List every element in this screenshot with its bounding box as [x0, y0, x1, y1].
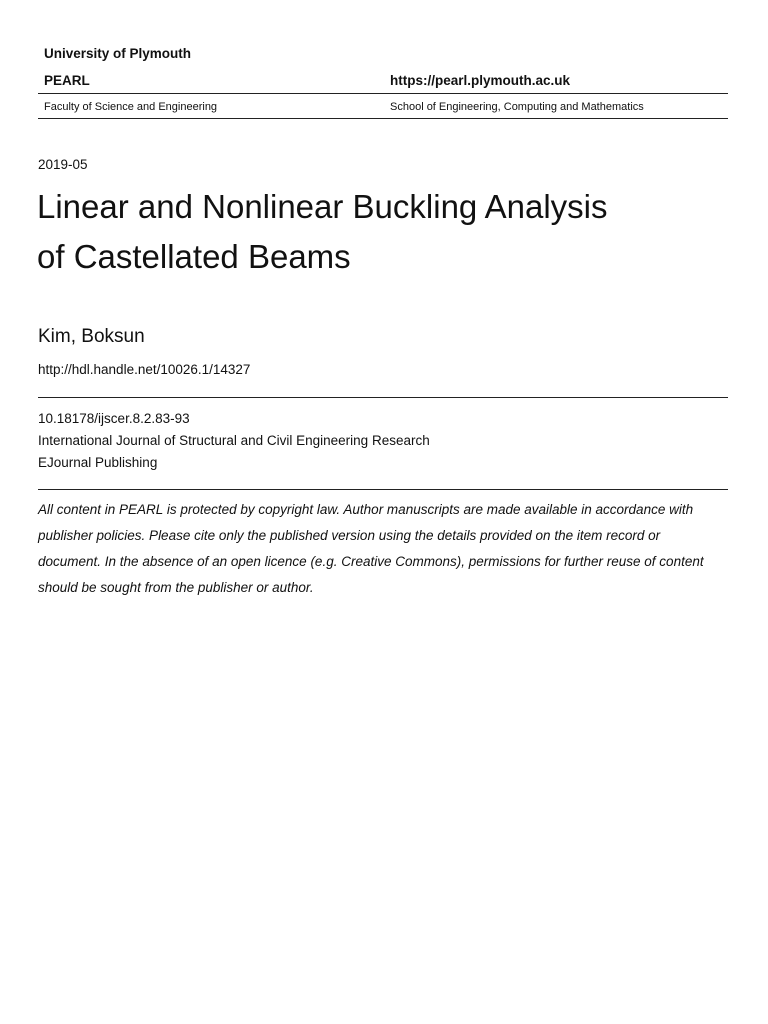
handle-link[interactable]: http://hdl.handle.net/10026.1/14327	[38, 362, 251, 377]
document-title-line-2: of Castellated Beams	[37, 238, 351, 275]
repository-name: PEARL	[44, 73, 90, 88]
header-divider-top	[38, 93, 728, 94]
copyright-notice-line: publisher policies. Please cite only the published version using the details provided on the item record or	[38, 528, 661, 543]
copyright-notice-line: should be sought from the publisher or author.	[38, 580, 314, 595]
repository-url-link[interactable]: https://pearl.plymouth.ac.uk	[390, 73, 571, 88]
publication-date: 2019-05	[38, 157, 88, 172]
record-divider-top	[38, 397, 728, 398]
journal-name: International Journal of Structural and Civil Engineering Research	[38, 433, 430, 448]
record-divider-bottom	[38, 489, 728, 490]
school-name: School of Engineering, Computing and Mathematics	[390, 101, 644, 113]
header-divider-bottom	[38, 118, 728, 119]
document-title-line-1: Linear and Nonlinear Buckling Analysis	[37, 188, 608, 225]
copyright-notice-line: All content in PEARL is protected by copyright law. Author manuscripts are made available in accordance with	[38, 502, 694, 517]
doi: 10.18178/ijscer.8.2.83-93	[38, 411, 190, 426]
faculty-name: Faculty of Science and Engineering	[44, 101, 218, 113]
copyright-notice-line: document. In the absence of an open licence (e.g. Creative Commons), permissions for further reuse of content	[38, 554, 704, 569]
author-name: Kim, Boksun	[38, 326, 145, 347]
institution-name: University of Plymouth	[44, 46, 192, 61]
publisher-name: EJournal Publishing	[38, 455, 158, 470]
